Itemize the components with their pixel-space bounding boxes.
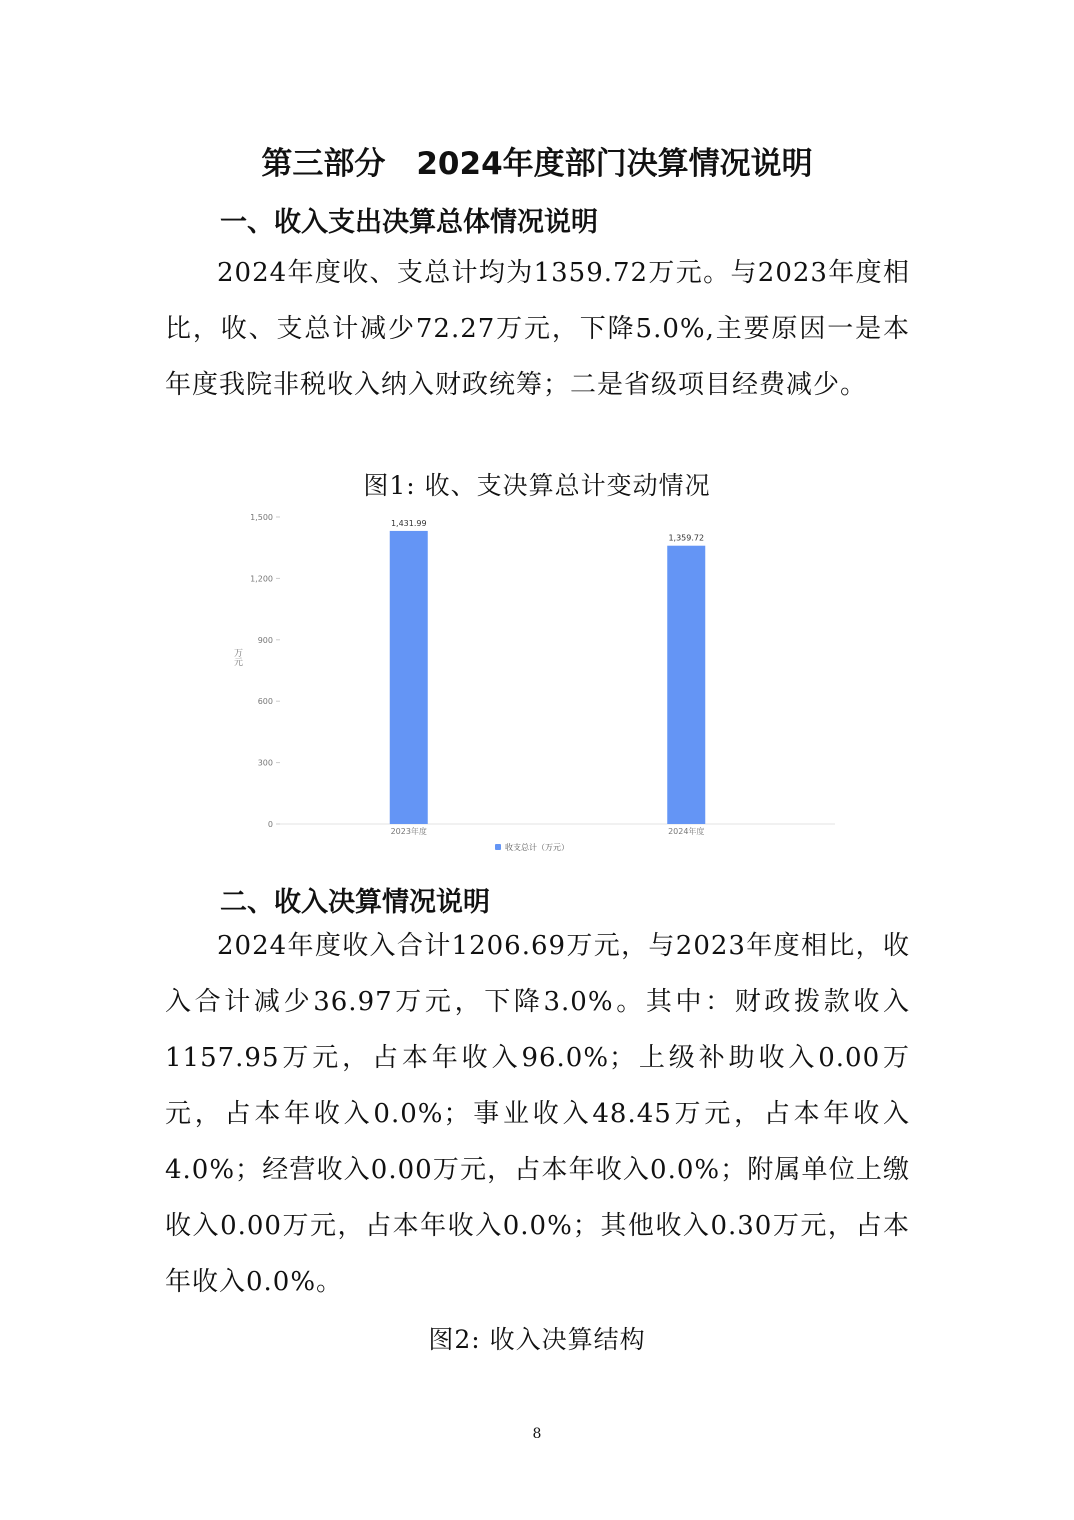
bar (667, 546, 705, 824)
section1-heading: 一、收入支出决算总体情况说明 (220, 207, 598, 238)
legend-label: 收支总计（万元） (505, 843, 569, 852)
y-tick-label: 600 (257, 697, 273, 707)
bars-group (390, 519, 706, 836)
section2-paragraph: 2024年度收入合计1206.69万元，与2023年度相比，收入合计减少36.97万元，下降3.0%。其中：财政拨款收入1157.95万元，占本年收入96.0%；上级补助收入0.00万元，占本年收入0.0%；事业收入48.45万元，占本年收入4.0%；经营收入0.00万元，占本年收入0.0%；附属单位上缴收入0.00万元，占本年收入0.0%；其他收入0.30万元，占本年收入0.0%。 (165, 931, 910, 1297)
figure2-caption: 图2: 收入决算结构 (428, 1325, 646, 1354)
y-axis-ticks (250, 513, 280, 829)
page-number: 8 (532, 1426, 542, 1442)
section2-heading: 二、收入决算情况说明 (220, 887, 490, 918)
y-axis-label: 万元 (232, 648, 242, 666)
y-tick-label: 300 (257, 758, 273, 768)
y-tick-label: 1,500 (250, 513, 273, 522)
bar-value-label: 1,359.72 (668, 533, 705, 543)
legend-swatch (495, 844, 501, 850)
chart-legend (495, 842, 569, 852)
section1-paragraph: 2024年度收、支总计均为1359.72万元。与2023年度相比，收、支总计减少72.27万元，下降5.0%,主要原因一是本年度我院非税收入纳入财政统筹；二是省级项目经费减少。 (165, 258, 910, 400)
y-tick-label: 900 (257, 635, 273, 645)
y-tick-label: 1,200 (250, 574, 273, 584)
income-expense-bar-chart (225, 505, 845, 855)
figure1-caption: 图1: 收、支决算总计变动情况 (363, 471, 711, 500)
x-tick-label: 2023年度 (390, 827, 427, 836)
bar (390, 531, 428, 824)
x-tick-label: 2024年度 (668, 827, 705, 836)
bar-value-label: 1,431.99 (390, 518, 427, 528)
y-tick-label: 0 (267, 820, 273, 829)
page-title: 第三部分 2024年度部门决算情况说明 (261, 146, 813, 182)
